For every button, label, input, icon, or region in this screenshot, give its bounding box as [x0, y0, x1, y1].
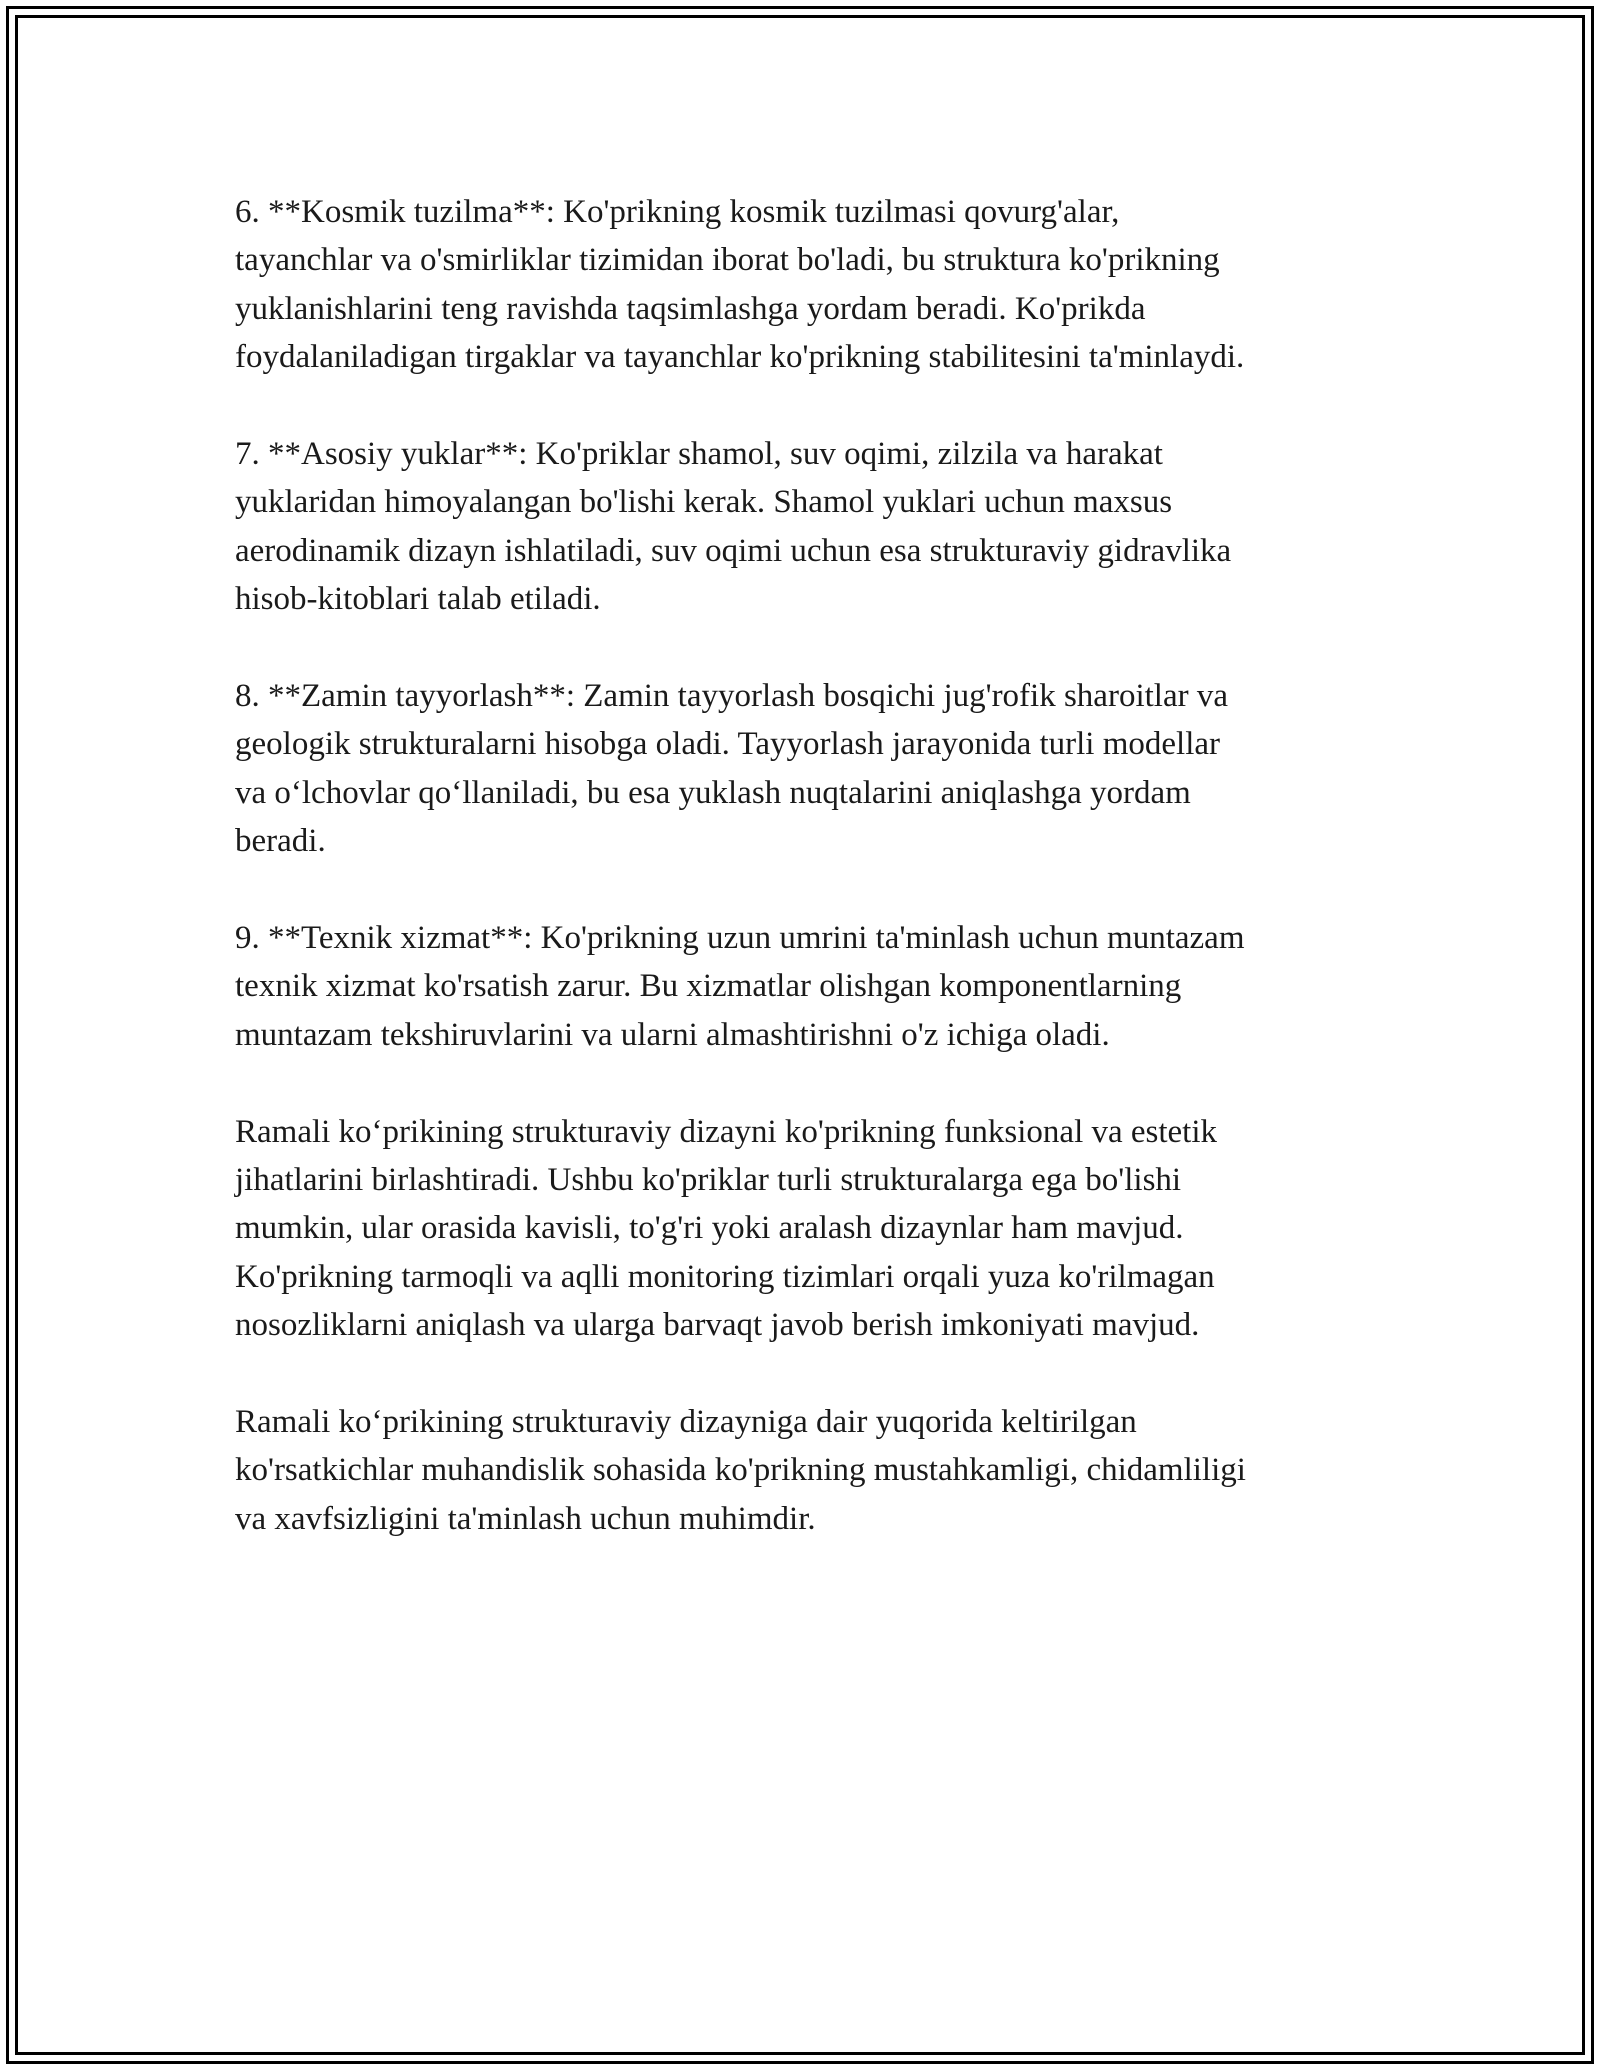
paragraph-texnik-xizmat: 9. **Texnik xizmat**: Ko'prikning uzun umrini ta'minlash uchun muntazam texnik xizmat ko'rsatish zarur. Bu xizmatlar olishgan komponentlarning muntazam tekshiruvlarini va ularni almashtirishni o'z ichiga oladi.: [235, 920, 1245, 1053]
paragraph-kosmik-tuzilma: 6. **Kosmik tuzilma**: Ko'prikning kosmik tuzilmasi qovurg'alar, tayanchlar va o'smirliklar tizimidan iborat bo'ladi, bu struktura ko'prikning yuklanishlarini teng ravishda taqsimlashga yordam beradi. Ko'prikda foydalaniladigan tirgaklar va tayanchlar ko'prikning stabilitesini ta'minlaydi.: [235, 194, 1245, 376]
document-body: [235, 188, 1365, 1592]
paragraph-structural-design-summary: Ramali ko‘prikining strukturaviy dizayni ko'prikning funksional va estetik jihatlarini birlashtiradi. Ushbu ko'priklar turli strukturalarga ega bo'lishi mumkin, ular orasida kavisli, to'g'ri yoki aralash dizaynlar ham mavjud. Ko'prikning tarmoqli va aqlli monitoring tizimlari orqali yuza ko'rilmagan nosozliklarni aniqlash va ularga barvaqt javob berish imkoniyati mavjud.: [235, 1113, 1218, 1344]
paragraph-asosiy-yuklar: 7. **Asosiy yuklar**: Ko'priklar shamol, suv oqimi, zilzila va harakat yuklaridan himoyalangan bo'lishi kerak. Shamol yuklari uchun maxsus aerodinamik dizayn ishlatiladi, suv oqimi uchun esa strukturaviy gidravlika hisob-kitoblari talab etiladi.: [235, 436, 1232, 618]
paragraph-zamin-tayyorlash: 8. **Zamin tayyorlash**: Zamin tayyorlash bosqichi jug'rofik sharoitlar va geologik strukturalarni hisobga oladi. Tayyorlash jarayonida turli modellar va o‘lchovlar qo‘llaniladi, bu esa yuklash nuqtalarini aniqlashga yordam beradi.: [235, 678, 1228, 860]
paragraph-conclusion: Ramali ko‘prikining strukturaviy dizayniga dair yuqorida keltirilgan ko'rsatkichlar muhandislik sohasida ko'prikning mustahkamligi, chidamliligi va xavfsizligini ta'minlash uchun muhimdir.: [235, 1404, 1246, 1537]
